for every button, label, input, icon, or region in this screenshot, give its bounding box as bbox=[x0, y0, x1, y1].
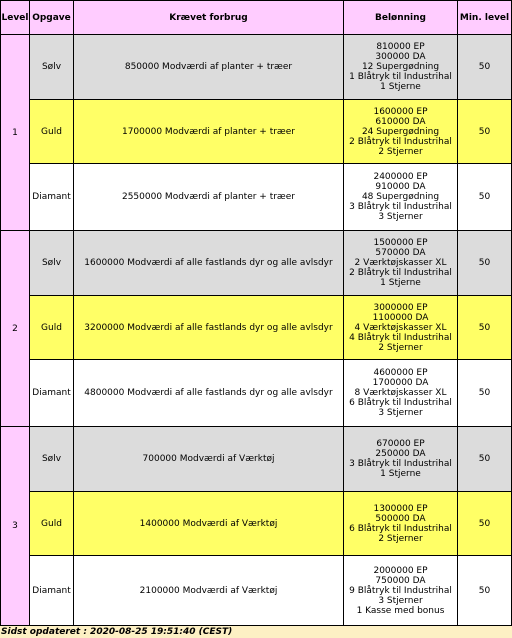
reward-line: 4 Blåtryk til Industrihal bbox=[349, 332, 452, 343]
reward-cell bbox=[344, 360, 457, 426]
table-row bbox=[1, 100, 511, 163]
reward-line: 1700000 DA bbox=[372, 378, 429, 388]
task-cell: Guld bbox=[30, 492, 73, 555]
reward-cell bbox=[344, 100, 457, 163]
reward-line: 670000 EP bbox=[376, 439, 425, 449]
requirement-cell: 2100000 Modværdi af Værktøj bbox=[74, 556, 343, 625]
reward-line: 4 Værktøjskasser XL bbox=[354, 322, 447, 333]
requirement-cell: 1600000 Modværdi af alle fastlands dyr og alle avlsdyr bbox=[74, 231, 343, 295]
reward-cell bbox=[344, 231, 457, 295]
reward-line: 2400000 EP bbox=[373, 172, 428, 182]
min-level-cell: 50 bbox=[458, 360, 511, 426]
reward-line: 48 Supergødning bbox=[361, 192, 440, 202]
reward-line: 1500000 EP bbox=[373, 238, 428, 248]
min-level-cell: 50 bbox=[458, 164, 511, 230]
reward-line: 2 Stjerner bbox=[378, 342, 423, 353]
reward-line: 9 Blåtryk til Industrihal bbox=[349, 585, 452, 596]
header-kraevet-forbrug: Krævet forbrug bbox=[74, 1, 343, 34]
task-cell: Guld bbox=[30, 100, 73, 163]
reward-line: 1 Blåtryk til Industrihal bbox=[349, 72, 452, 82]
requirement-cell: 1700000 Modværdi af planter + træer bbox=[74, 100, 343, 163]
min-level-cell: 50 bbox=[458, 492, 511, 555]
min-level-cell: 50 bbox=[458, 427, 511, 491]
reward-cell bbox=[344, 35, 457, 99]
reward-line: 1 Stjerne bbox=[380, 278, 421, 288]
reward-line: 750000 DA bbox=[375, 575, 426, 586]
header-row bbox=[1, 1, 511, 34]
task-cell: Sølv bbox=[30, 427, 73, 491]
table-row bbox=[1, 231, 511, 295]
reward-line: 1 Stjerne bbox=[380, 82, 421, 92]
requirement-cell: 2550000 Modværdi af planter + træer bbox=[74, 164, 343, 230]
table-row bbox=[1, 164, 511, 230]
min-level-cell: 50 bbox=[458, 35, 511, 99]
reward-cell bbox=[344, 164, 457, 230]
reward-line: 2 Blåtryk til Industrihal bbox=[349, 136, 452, 147]
task-cell: Sølv bbox=[30, 35, 73, 99]
reward-cell bbox=[344, 556, 457, 625]
header-opgave: Opgave bbox=[30, 1, 73, 34]
reward-line: 6 Blåtryk til Industrihal bbox=[349, 398, 452, 408]
reward-cell bbox=[344, 296, 457, 359]
table-row bbox=[1, 492, 511, 555]
reward-line: 500000 DA bbox=[375, 513, 426, 524]
level-cell: 1 bbox=[1, 35, 29, 230]
task-cell: Diamant bbox=[30, 556, 73, 625]
min-level-cell: 50 bbox=[458, 231, 511, 295]
reward-cell bbox=[344, 427, 457, 491]
table-row bbox=[1, 35, 511, 99]
reward-line: 3 Blåtryk til Industrihal bbox=[349, 459, 452, 469]
reward-line: 2 Blåtryk til Industrihal bbox=[349, 268, 452, 278]
reward-line: 1300000 EP bbox=[373, 503, 428, 514]
reward-line: 610000 DA bbox=[375, 116, 426, 127]
reward-line: 3 Stjerner bbox=[378, 408, 423, 418]
reward-cell bbox=[344, 492, 457, 555]
min-level-cell: 50 bbox=[458, 100, 511, 163]
reward-line: 810000 EP bbox=[376, 42, 425, 52]
reward-line: 3000000 EP bbox=[373, 302, 428, 313]
reward-line: 1100000 DA bbox=[372, 312, 429, 323]
task-cell: Sølv bbox=[30, 231, 73, 295]
requirement-cell: 3200000 Modværdi af alle fastlands dyr og alle avlsdyr bbox=[74, 296, 343, 359]
reward-line: 8 Værktøjskasser XL bbox=[354, 388, 447, 398]
reward-line: 3 Stjerner bbox=[378, 595, 423, 606]
min-level-cell: 50 bbox=[458, 296, 511, 359]
task-cell: Diamant bbox=[30, 164, 73, 230]
reward-line: 1 Kasse med bonus bbox=[356, 605, 445, 616]
reward-line: 250000 DA bbox=[375, 449, 426, 459]
quest-table-body bbox=[1, 35, 511, 625]
header-min-level: Min. level bbox=[458, 1, 511, 34]
level-cell: 3 bbox=[1, 427, 29, 625]
reward-line: 4600000 EP bbox=[373, 368, 428, 378]
reward-line: 570000 DA bbox=[375, 248, 426, 258]
reward-line: 3 Blåtryk til Industrihal bbox=[349, 202, 452, 212]
requirement-cell: 4800000 Modværdi af alle fastlands dyr og alle avlsdyr bbox=[74, 360, 343, 426]
header-belonning: Belønning bbox=[344, 1, 457, 34]
reward-line: 2 Stjerner bbox=[378, 146, 423, 157]
table-row bbox=[1, 427, 511, 491]
header-level: Level bbox=[1, 1, 29, 34]
requirement-cell: 1400000 Modværdi af Værktøj bbox=[74, 492, 343, 555]
reward-line: 300000 DA bbox=[375, 52, 426, 62]
reward-line: 910000 DA bbox=[375, 182, 426, 192]
requirement-cell: 850000 Modværdi af planter + træer bbox=[74, 35, 343, 99]
task-cell: Guld bbox=[30, 296, 73, 359]
table-row bbox=[1, 296, 511, 359]
table-row bbox=[1, 556, 511, 625]
reward-line: 1 Stjerne bbox=[380, 469, 421, 479]
reward-line: 3 Stjerner bbox=[378, 212, 423, 222]
requirement-cell: 700000 Modværdi af Værktøj bbox=[74, 427, 343, 491]
task-cell: Diamant bbox=[30, 360, 73, 426]
last-updated: Sidst opdateret : 2020-08-25 19:51:40 (CEST) bbox=[1, 627, 233, 637]
reward-line: 12 Supergødning bbox=[361, 62, 440, 72]
reward-line: 6 Blåtryk til Industrihal bbox=[349, 523, 452, 534]
reward-line: 24 Supergødning bbox=[361, 126, 440, 137]
reward-line: 1600000 EP bbox=[373, 106, 428, 117]
reward-line: 2 Stjerner bbox=[378, 533, 423, 544]
min-level-cell: 50 bbox=[458, 556, 511, 625]
table-row bbox=[1, 360, 511, 426]
level-cell: 2 bbox=[1, 231, 29, 426]
reward-line: 2000000 EP bbox=[373, 565, 428, 576]
reward-line: 2 Værktøjskasser XL bbox=[354, 258, 447, 268]
